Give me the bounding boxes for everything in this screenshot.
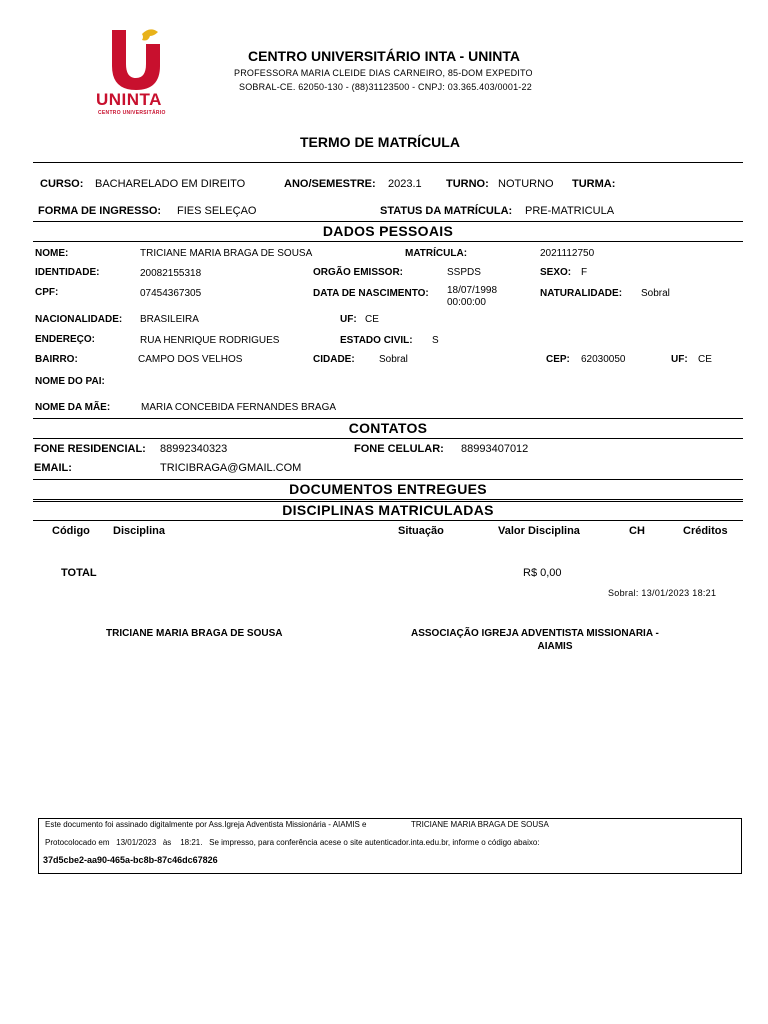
fone-residencial-label: FONE RESIDENCIAL:	[34, 443, 146, 455]
total-label: TOTAL	[61, 567, 97, 579]
status-label: STATUS DA MATRÍCULA:	[380, 205, 513, 217]
nome-label: NOME:	[35, 248, 69, 259]
dados-pessoais-title: DADOS PESSOAIS	[322, 223, 454, 239]
estado-civil-label: ESTADO CIVIL:	[340, 335, 413, 346]
footer-protocol: Protocolocado em 13/01/2023 às 18:21. Se impresso, para conferência acese o site autenticador.inta.edu.br, informe o código abaixo:	[45, 838, 540, 847]
verification-code[interactable]: 37d5cbe2-aa90-465a-bc8b-87c46dc67826	[43, 855, 218, 865]
cep-label: CEP:	[546, 354, 570, 365]
matricula-value: 2021112750	[540, 248, 595, 259]
bairro-label: BAIRRO:	[35, 354, 78, 365]
email-value: TRICIBRAGA@GMAIL.COM	[160, 462, 302, 474]
orgao-emissor-label: ORGÃO EMISSOR:	[313, 267, 404, 278]
curso-value: BACHARELADO EM DIREITO	[95, 178, 246, 190]
uf-value: CE	[365, 314, 379, 325]
fone-residencial-value: 88992340323	[160, 443, 228, 455]
estado-civil-value: S	[432, 335, 439, 346]
curso-label: CURSO:	[40, 178, 84, 190]
sexo-label: SEXO:	[540, 267, 572, 278]
matricula-label: MATRÍCULA:	[405, 248, 468, 259]
divider	[33, 418, 743, 419]
sexo-value: F	[581, 267, 588, 278]
nome-mae-label: NOME DA MÃE:	[35, 402, 111, 413]
endereco-value: RUA HENRIQUE RODRIGUES	[140, 335, 280, 346]
data-nascimento-value: 18/07/1998	[447, 285, 498, 296]
naturalidade-value: Sobral	[641, 288, 670, 299]
address-line-1: PROFESSORA MARIA CLEIDE DIAS CARNEIRO, 85-DOM EXPEDITO	[234, 68, 533, 78]
uf-label: UF:	[340, 314, 357, 325]
col-codigo: Código	[52, 525, 90, 537]
email-label: EMAIL:	[34, 462, 72, 474]
forma-ingresso-value: FIES SELEÇAO	[177, 205, 257, 217]
divider	[33, 162, 743, 163]
logo-text: UNINTA	[96, 90, 162, 109]
divider	[33, 479, 743, 480]
uf2-value: CE	[698, 354, 712, 365]
col-valor-disciplina: Valor Disciplina	[498, 525, 580, 537]
naturalidade-label: NATURALIDADE:	[540, 288, 623, 299]
divider	[33, 221, 743, 222]
nome-pai-label: NOME DO PAI:	[35, 376, 105, 387]
forma-ingresso-label: FORMA DE INGRESSO:	[38, 205, 162, 217]
cpf-value: 07454367305	[140, 288, 202, 299]
divider	[33, 241, 743, 242]
fone-celular-value: 88993407012	[461, 443, 529, 455]
uninta-logo	[92, 24, 176, 118]
cidade-value: Sobral	[379, 354, 408, 365]
institution-signature-line2: AIAMIS	[537, 641, 573, 652]
cep-value: 62030050	[581, 354, 626, 365]
contatos-title: CONTATOS	[348, 420, 428, 436]
fone-celular-label: FONE CELULAR:	[354, 443, 444, 455]
ano-value: 2023.1	[388, 178, 422, 190]
footer-signed-by: Este documento foi assinado digitalmente por Ass.Igreja Adventista Missionária - AIAMIS e	[45, 820, 367, 829]
data-nascimento-time: 00:00:00	[447, 297, 486, 308]
turno-value: NOTURNO	[498, 178, 554, 190]
address-line-2: SOBRAL-CE. 62050-130 - (88)31123500 - CNPJ: 03.365.403/0001-22	[239, 82, 532, 92]
nome-mae-value: MARIA CONCEBIDA FERNANDES BRAGA	[141, 402, 337, 413]
nome-value: TRICIANE MARIA BRAGA DE SOUSA	[140, 248, 313, 259]
institution-name: CENTRO UNIVERSITÁRIO INTA - UNINTA	[248, 48, 520, 64]
turno-label: TURNO:	[446, 178, 489, 190]
nacionalidade-label: NACIONALIDADE:	[35, 314, 123, 325]
uninta-logo-mark	[92, 24, 176, 96]
institution-signature-line1: ASSOCIAÇÃO IGREJA ADVENTISTA MISSIONARIA -	[411, 628, 659, 639]
divider	[33, 438, 743, 439]
identidade-label: IDENTIDADE:	[35, 267, 100, 278]
ano-label: ANO/SEMESTRE:	[284, 178, 376, 190]
total-value: R$ 0,00	[523, 567, 562, 579]
col-situacao: Situação	[398, 525, 444, 537]
documentos-entregues-title: DOCUMENTOS ENTREGUES	[289, 481, 487, 497]
divider	[33, 499, 743, 500]
uf2-label: UF:	[671, 354, 688, 365]
student-signature-name: TRICIANE MARIA BRAGA DE SOUSA	[106, 628, 283, 639]
disciplinas-title: DISCIPLINAS MATRICULADAS	[282, 502, 494, 518]
bairro-value: CAMPO DOS VELHOS	[138, 354, 243, 365]
divider	[33, 520, 743, 521]
identidade-value: 20082155318	[140, 268, 202, 279]
data-nascimento-label: DATA DE NASCIMENTO:	[313, 288, 429, 299]
endereco-label: ENDEREÇO:	[35, 334, 96, 345]
orgao-emissor-value: SSPDS	[447, 267, 481, 278]
col-creditos: Créditos	[683, 525, 728, 537]
col-ch: CH	[629, 525, 645, 537]
nacionalidade-value: BRASILEIRA	[140, 314, 199, 325]
status-value: PRE-MATRICULA	[525, 205, 615, 217]
footer-signed-student: TRICIANE MARIA BRAGA DE SOUSA	[411, 820, 549, 829]
turma-label: TURMA:	[572, 178, 616, 190]
col-disciplina: Disciplina	[113, 525, 165, 537]
date-line: Sobral: 13/01/2023 18:21	[608, 588, 717, 598]
document-title: TERMO DE MATRÍCULA	[300, 134, 460, 150]
cidade-label: CIDADE:	[313, 354, 355, 365]
logo-subtext: CENTRO UNIVERSITÁRIO	[98, 110, 166, 116]
cpf-label: CPF:	[35, 287, 59, 298]
